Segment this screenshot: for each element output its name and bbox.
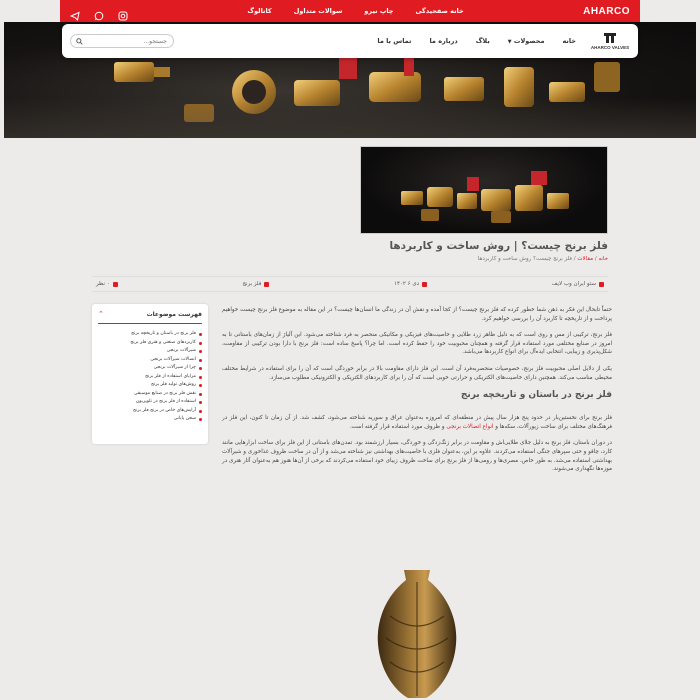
breadcrumb-section[interactable]: مقالات bbox=[577, 256, 594, 262]
main-navigation bbox=[62, 24, 638, 58]
site-logo[interactable] bbox=[590, 32, 630, 50]
inline-link[interactable]: انواع اتصالات برنجی bbox=[446, 423, 494, 430]
meta-date bbox=[394, 281, 427, 287]
toc-list bbox=[98, 330, 202, 424]
toc-item[interactable] bbox=[98, 356, 202, 365]
top-link-3[interactable]: کاتالوگ bbox=[247, 7, 272, 15]
meta-category-label: فلز برنج bbox=[242, 281, 262, 287]
instagram-icon[interactable] bbox=[118, 6, 128, 16]
nav-item-about[interactable]: درباره ما bbox=[429, 37, 458, 45]
nav-menu bbox=[377, 37, 576, 45]
table-of-contents bbox=[92, 304, 208, 444]
toc-item[interactable] bbox=[98, 339, 202, 348]
folder-icon bbox=[264, 282, 269, 287]
bullet-icon bbox=[199, 350, 202, 353]
toc-item[interactable] bbox=[98, 415, 202, 424]
caret-down-icon: ▼ bbox=[507, 39, 512, 45]
calendar-icon bbox=[422, 282, 427, 287]
nav-item-blog[interactable]: بلاگ bbox=[475, 37, 490, 45]
top-links bbox=[247, 7, 463, 15]
top-link-0[interactable]: خانه صفحیدگی bbox=[415, 7, 464, 15]
meta-category[interactable] bbox=[242, 281, 269, 287]
nav-item-home[interactable]: خانه bbox=[562, 37, 576, 45]
toc-item[interactable] bbox=[98, 373, 202, 382]
brand-name[interactable]: AHARCO bbox=[583, 5, 630, 17]
article-text: و ظروف مورد استفاده قرار گرفته است. bbox=[349, 423, 445, 430]
search-box bbox=[70, 34, 174, 48]
meta-author[interactable] bbox=[552, 281, 604, 287]
toc-item-label: روش‌های تولید فلز برنج bbox=[151, 382, 196, 387]
nav-item-products-label: محصولات bbox=[513, 37, 545, 45]
article-paragraph: فلز برنج، ترکیبی از مس و روی است که به دلیل ظاهر زرد طلایی و خاصیت‌های فیزیکی و مکانیکی منحصر به فرد شناخته می‌شود. این آلیاژ از زمان‌های باستانی تا به امروز در صنایع مختلفی مورد استفاده قرار گرفته و همچنان محبوبیت خود را حفظ کرده است. اما چرا؟ پاسخ ساده است: فلز برنج با دارا بودن ترکیبی از مقاومت، شکل‌پذیری و زیبایی، انتخابی ایده‌آل برای انواع کاربردها می‌باشد. bbox=[222, 332, 612, 356]
bullet-icon bbox=[199, 333, 202, 336]
article-paragraph bbox=[222, 414, 612, 431]
toc-item[interactable] bbox=[98, 407, 202, 416]
section-heading: فلز برنج در باستان و تاریخچه برنج bbox=[460, 390, 612, 401]
breadcrumb-home[interactable]: خانه bbox=[598, 256, 608, 262]
meta-comments[interactable] bbox=[96, 281, 118, 287]
nav-item-contact[interactable]: تماس با ما bbox=[377, 37, 412, 45]
chevron-up-icon[interactable]: ⌃ bbox=[98, 310, 104, 318]
breadcrumb-separator: / bbox=[572, 256, 576, 262]
breadcrumb-separator: / bbox=[593, 256, 597, 262]
hero-reflection bbox=[4, 98, 696, 138]
brass-vase-image bbox=[370, 566, 464, 700]
bullet-icon bbox=[199, 418, 202, 421]
article-paragraph: در دوران باستان، فلز برنج به دلیل جلای طلایی‌اش و مقاومت در برابر زنگ‌زدگی و خوردگی، بسیار ارزشمند بود. تمدن‌های باستانی از این فلز برای ساخت ابزارهایی مانند کارد، چاقو و حتی سپرهای جنگی استفاده می‌کردند. علاوه بر این، به‌عنوان فلزی با خاصیت‌های بهداشتی نیز شناخته می‌شد و از آن در ساخت ظروف غذاخوری و شیرآلات بهداشتی استفاده می‌شد. به طور خاص، مصری‌ها و رومی‌ها از فلز برنج برای ساخت ظروف زیبای خود استفاده می‌کردند که برخی از آن‌ها هنوز هم به‌عنوان آثار هنری در موزه‌ها نگهداری می‌شوند. bbox=[222, 440, 612, 473]
comment-icon bbox=[113, 282, 118, 287]
toc-item-label: شیرآلات برنجی bbox=[166, 348, 196, 353]
social-links bbox=[70, 6, 128, 16]
bullet-icon bbox=[199, 359, 202, 362]
toc-item[interactable] bbox=[98, 381, 202, 390]
toc-item[interactable] bbox=[98, 347, 202, 356]
whatsapp-icon[interactable] bbox=[94, 6, 104, 16]
search-input[interactable] bbox=[87, 38, 167, 45]
toc-item-label: چرا از شیرآلات برنجی bbox=[153, 365, 196, 370]
toc-item-label: استفاده از فلز برنج در تلویزیون bbox=[135, 399, 196, 404]
toc-item-label: کاربردهای صنعتی و هنری فلز برنج bbox=[130, 339, 196, 345]
logo-mark-icon bbox=[603, 32, 617, 44]
meta-comments-label: ۰ نظر bbox=[96, 281, 110, 287]
toc-item-label: اتصالات شیرآلات برنجی bbox=[150, 356, 196, 362]
toc-item-label: سخن پایانی bbox=[173, 416, 196, 421]
nav-item-products[interactable] bbox=[508, 37, 545, 45]
bullet-icon bbox=[199, 410, 202, 413]
logo-text: AHARCO VALVES bbox=[590, 45, 630, 50]
breadcrumb-current: فلز برنج چیست؟ روش ساخت و کاربردها bbox=[477, 256, 572, 262]
toc-header[interactable] bbox=[98, 310, 202, 324]
bullet-icon bbox=[199, 384, 202, 387]
bullet-icon bbox=[199, 376, 202, 379]
article-paragraph: یکی از دلایل اصلی محبوبیت فلز برنج، خصوصیات منحصربه‌فرد آن است. این فلز دارای مقاومت بالا در برابر خوردگی است که آن را برای استفاده در شرایط مختلف محیطی مناسب می‌کند. همچنین دارای خاصیت‌های الکتریکی و حرارتی خوبی است که آن را برای کاربردهای الکتریکی و الکترونیکی مطلوب می‌سازد. bbox=[222, 365, 612, 381]
meta-author-label: ستو ایران وب لایف bbox=[551, 281, 596, 287]
breadcrumb bbox=[478, 256, 608, 262]
featured-image bbox=[360, 146, 608, 234]
toc-item[interactable] bbox=[98, 330, 202, 339]
bullet-icon bbox=[199, 342, 202, 345]
toc-item-label: نقش فلز برنج در صنایع موسیقی bbox=[134, 390, 196, 396]
post-meta bbox=[92, 276, 608, 292]
bullet-icon bbox=[199, 367, 202, 370]
toc-item[interactable] bbox=[98, 364, 202, 373]
bullet-icon bbox=[199, 393, 202, 396]
article-paragraph: حتماً تابحال این فکر به ذهن شما خطور کرده که فلز برنج چیست؟ از کجا آمده و نقش آن در زندگی ما انسان‌ها چیست؟ در این مقاله به موضوع فلز برنج چیست خواهیم پرداخت و از تاریخچه تا کاربرد آن را بررسی خواهیم کرد. bbox=[222, 307, 612, 322]
top-link-1[interactable]: چاپ نیرو bbox=[364, 7, 394, 15]
toc-item[interactable] bbox=[98, 398, 202, 407]
toc-item-label: آرایش‌های خاص در برنج فلز برنج bbox=[132, 407, 196, 413]
user-icon bbox=[599, 282, 604, 287]
telegram-icon[interactable] bbox=[70, 6, 80, 16]
toc-item-label: فلز برنج در باستان و تاریخچه برنج bbox=[131, 331, 196, 336]
toc-title: فهرست موضوعات bbox=[146, 310, 202, 318]
meta-date-label: دی ۶ ۱۴۰۲ bbox=[394, 281, 420, 287]
article-text: فلز برنج برای نخستین‌بار در حدود پنج هزار سال پیش در منطقه‌ای که امروزه به‌عنوان عراق و سوریه شناخته می‌شود، کشف شد. از آن زمان تا کنون، این فلز در فرهنگ‌های مختلف برای ساخت زیورآلات، سکه‌ها و bbox=[222, 415, 612, 430]
top-link-2[interactable]: سوالات متداول bbox=[293, 7, 343, 15]
brass-valves-image bbox=[361, 147, 608, 234]
toc-item[interactable] bbox=[98, 390, 202, 399]
page-title: فلز برنج چیست؟ | روش ساخت و کاربردها bbox=[389, 240, 608, 252]
bullet-icon bbox=[199, 401, 202, 404]
toc-item-label: مزایای استفاده از فلز برنج bbox=[145, 373, 196, 379]
top-bar bbox=[60, 0, 640, 22]
article-body bbox=[222, 306, 612, 482]
search-icon[interactable] bbox=[76, 38, 83, 45]
